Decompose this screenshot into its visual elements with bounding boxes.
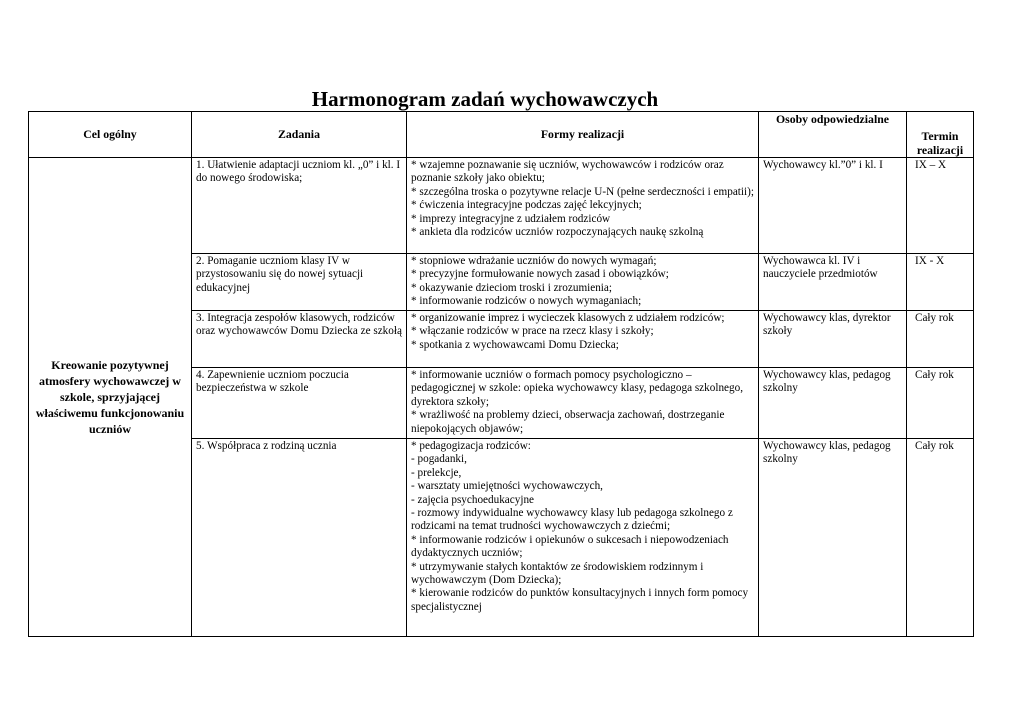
persons-cell: Wychowawcy klas, pedagog szkolny xyxy=(759,439,907,637)
form-item: * wzajemne poznawanie się uczniów, wychowawców i rodziców oraz poznanie szkoły jako obiektu; xyxy=(411,159,724,185)
schedule-table xyxy=(28,111,974,637)
form-item: * okazywanie dzieciom troski i zrozumienia; xyxy=(411,281,612,294)
form-item: * ankieta dla rodziców uczniów rozpoczynających naukę szkolną xyxy=(411,226,704,239)
forms-cell xyxy=(407,311,759,368)
term-cell: IX - X xyxy=(907,254,974,311)
task-cell: 2. Pomaganie uczniom klasy IV w przystosowaniu się do nowej sytuacji edukacyjnej xyxy=(192,254,407,311)
forms-cell xyxy=(407,368,759,439)
header-persons: Osoby odpowiedzialne xyxy=(759,112,907,158)
header-tasks: Zadania xyxy=(192,112,407,158)
form-item: * utrzymywanie stałych kontaktów ze środowiskiem rodzinnym i wychowawczym (Dom Dziecka); xyxy=(411,560,704,587)
persons-cell: Wychowawcy kl.”0” i kl. I xyxy=(759,158,907,254)
term-cell: Cały rok xyxy=(907,311,974,368)
form-item: * szczególna troska o pozytywne relacje U-N (pełne serdeczności i empatii); xyxy=(411,185,754,198)
forms-cell xyxy=(407,158,759,254)
form-item: * organizowanie imprez i wycieczek klasowych z udziałem rodziców; xyxy=(411,312,725,324)
form-item: * pedagogizacja rodziców: xyxy=(411,440,531,452)
task-cell: 3. Integracja zespołów klasowych, rodziców oraz wychowawców Domu Dziecka ze szkołą xyxy=(192,311,407,368)
form-item: * ćwiczenia integracyjne podczas zajęć lekcyjnych; xyxy=(411,199,642,212)
term-cell: Cały rok xyxy=(907,439,974,637)
form-item: * informowanie uczniów o formach pomocy psychologiczno – pedagogicznej w szkole: opieka wychowawcy klasy, pedagoga szkolnego, dyrektora szkoły; xyxy=(411,369,743,408)
persons-cell: Wychowawca kl. IV i nauczyciele przedmiotów xyxy=(759,254,907,311)
page-title: Harmonogram zadań wychowawczych xyxy=(311,87,659,111)
form-item: * spotkania z wychowawcami Domu Dziecka; xyxy=(411,338,619,351)
header-forms: Formy realizacji xyxy=(407,112,759,158)
goal-cell: Kreowanie pozytywnej atmosfery wychowawczej w szkole, sprzyjającej właściwemu funkcjonowaniu uczniów xyxy=(29,158,192,637)
table-row xyxy=(29,158,974,254)
form-item: * kierowanie rodziców do punktów konsultacyjnych i innych form pomocy specjalistycznej xyxy=(411,587,749,613)
form-item: * wrażliwość na problemy dzieci, obserwacja zachowań, dostrzeganie niepokojących objawów; xyxy=(411,409,725,435)
form-item: * stopniowe wdrażanie uczniów do nowych wymagań; xyxy=(411,255,657,267)
form-item: * informowanie rodziców i opiekunów o sukcesach i niepowodzeniach dydaktycznych uczniów; xyxy=(411,533,729,560)
header-row xyxy=(29,112,974,158)
term-cell: Cały rok xyxy=(907,368,974,439)
form-item: - prelekcje, xyxy=(411,466,462,479)
task-cell: 5. Współpraca z rodziną ucznia xyxy=(192,439,407,637)
header-goal: Cel ogólny xyxy=(29,112,192,158)
task-cell: 1. Ułatwienie adaptacji uczniom kl. „0” i kl. I do nowego środowiska; xyxy=(192,158,407,254)
form-item: * imprezy integracyjne z udziałem rodziców xyxy=(411,212,611,225)
form-item: * precyzyjne formułowanie nowych zasad i obowiązków; xyxy=(411,268,669,281)
term-cell: IX – X xyxy=(907,158,974,254)
header-term: Termin realizacji xyxy=(907,112,974,158)
form-item: * informowanie rodziców o nowych wymaganiach; xyxy=(411,295,642,308)
form-item: - warsztaty umiejętności wychowawczych, xyxy=(411,480,603,493)
persons-cell: Wychowawcy klas, dyrektor szkoły xyxy=(759,311,907,368)
form-item: - rozmowy indywidualne wychowawcy klasy lub pedagoga szkolnego z rodzicami na temat trudności wychowawczych z dziećmi; xyxy=(411,507,733,533)
form-item: * włączanie rodziców w prace na rzecz klasy i szkoły; xyxy=(411,325,654,338)
forms-cell xyxy=(407,439,759,637)
form-item: - pogadanki, xyxy=(411,453,467,466)
persons-cell: Wychowawcy klas, pedagog szkolny xyxy=(759,368,907,439)
forms-cell xyxy=(407,254,759,311)
form-item: - zajęcia psychoedukacyjne xyxy=(411,493,534,506)
task-cell: 4. Zapewnienie uczniom poczucia bezpieczeństwa w szkole xyxy=(192,368,407,439)
